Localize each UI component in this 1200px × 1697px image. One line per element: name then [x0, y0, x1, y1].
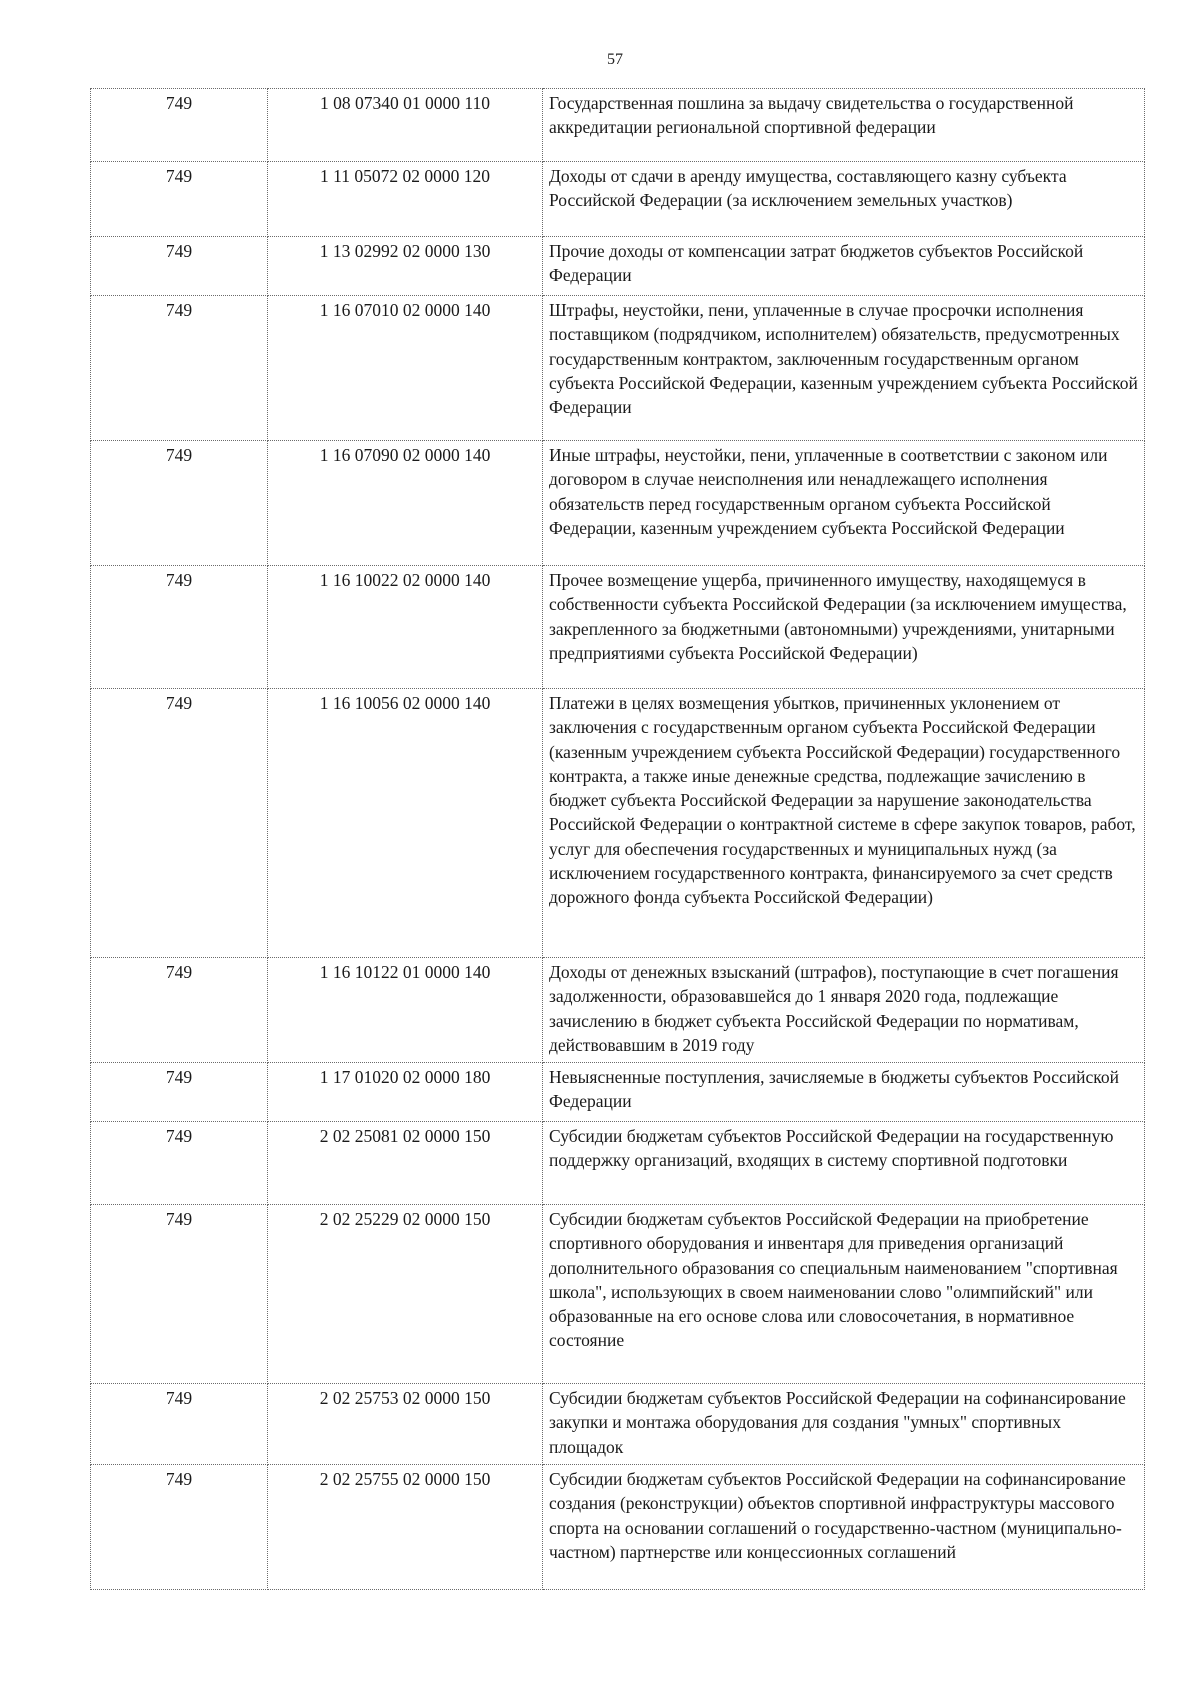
table-row	[91, 1384, 1145, 1465]
admin-code-cell: 749	[91, 1063, 268, 1122]
revenue-name-cell: Прочие доходы от компенсации затрат бюджетов субъектов Российской Федерации	[543, 237, 1145, 296]
revenue-name-cell: Прочее возмещение ущерба, причиненного имуществу, находящемуся в собственности субъекта Российской Федерации (за исключением имущества, закрепленного за бюджетными (автономными) учреждениями, унитарными предприятиями субъекта Российской Федерации)	[543, 566, 1145, 689]
admin-code-cell: 749	[91, 89, 268, 162]
table-row	[91, 566, 1145, 689]
admin-code-cell: 749	[91, 566, 268, 689]
admin-code-cell: 749	[91, 441, 268, 566]
revenue-code-cell: 2 02 25755 02 0000 150	[268, 1465, 543, 1590]
revenue-name-cell: Невыясненные поступления, зачисляемые в бюджеты субъектов Российской Федерации	[543, 1063, 1145, 1122]
table-row	[91, 689, 1145, 958]
revenue-code-cell: 1 17 01020 02 0000 180	[268, 1063, 543, 1122]
revenue-code-cell: 1 16 10056 02 0000 140	[268, 689, 543, 958]
revenue-code-cell: 1 08 07340 01 0000 110	[268, 89, 543, 162]
table-row	[91, 89, 1145, 162]
revenue-name-cell: Иные штрафы, неустойки, пени, уплаченные в соответствии с законом или договором в случае неисполнения или ненадлежащего исполнения обязательств перед государственным органом субъекта Российской Федерации, казенным учреждением субъекта Российской Федерации	[543, 441, 1145, 566]
revenue-code-cell: 1 16 07090 02 0000 140	[268, 441, 543, 566]
table-row	[91, 1465, 1145, 1590]
revenue-name-cell: Штрафы, неустойки, пени, уплаченные в случае просрочки исполнения поставщиком (подрядчиком, исполнителем) обязательств, предусмотренных государственным контрактом, заключенным государственным органом субъекта Российской Федерации, казенным учреждением субъекта Российской Федерации	[543, 296, 1145, 441]
revenue-name-cell: Государственная пошлина за выдачу свидетельства о государственной аккредитации региональной спортивной федерации	[543, 89, 1145, 162]
revenue-code-cell: 1 16 07010 02 0000 140	[268, 296, 543, 441]
revenue-code-cell: 1 16 10022 02 0000 140	[268, 566, 543, 689]
admin-code-cell: 749	[91, 958, 268, 1063]
admin-code-cell: 749	[91, 1205, 268, 1384]
admin-code-cell: 749	[91, 296, 268, 441]
admin-code-cell: 749	[91, 1122, 268, 1205]
revenue-code-cell: 1 16 10122 01 0000 140	[268, 958, 543, 1063]
page-number: 57	[607, 51, 623, 68]
table-row	[91, 296, 1145, 441]
table-row	[91, 441, 1145, 566]
revenue-code-cell: 1 13 02992 02 0000 130	[268, 237, 543, 296]
revenue-code-cell: 2 02 25229 02 0000 150	[268, 1205, 543, 1384]
revenue-name-cell: Платежи в целях возмещения убытков, причиненных уклонением от заключения с государственным органом субъекта Российской Федерации (казенным учреждением субъекта Российской Федерации) государственного контракта, а также иные денежные средства, подлежащие зачислению в бюджет субъекта Российской Федерации за нарушение законодательства Российской Федерации о контрактной системе в сфере закупок товаров, работ, услуг для обеспечения государственных и муниципальных нужд (за исключением государственного контракта, финансируемого за счет средств дорожного фонда субъекта Российской Федерации)	[543, 689, 1145, 958]
revenue-code-cell: 1 11 05072 02 0000 120	[268, 162, 543, 237]
admin-code-cell: 749	[91, 162, 268, 237]
admin-code-cell: 749	[91, 1384, 268, 1465]
revenue-name-cell: Субсидии бюджетам субъектов Российской Федерации на приобретение спортивного оборудования и инвентаря для приведения организаций дополнительного образования со специальным наименованием "спортивная школа", использующих в своем наименовании слово "олимпийский" или образованные на его основе слова или словосочетания, в нормативное состояние	[543, 1205, 1145, 1384]
revenue-code-cell: 2 02 25081 02 0000 150	[268, 1122, 543, 1205]
revenue-name-cell: Субсидии бюджетам субъектов Российской Федерации на государственную поддержку организаций, входящих в систему спортивной подготовки	[543, 1122, 1145, 1205]
table-row	[91, 1063, 1145, 1122]
table-row	[91, 1205, 1145, 1384]
revenue-classification-table	[90, 88, 1145, 1590]
revenue-code-cell: 2 02 25753 02 0000 150	[268, 1384, 543, 1465]
revenue-name-cell: Доходы от денежных взысканий (штрафов), поступающие в счет погашения задолженности, образовавшейся до 1 января 2020 года, подлежащие зачислению в бюджет субъекта Российской Федерации по нормативам, действовавшим в 2019 году	[543, 958, 1145, 1063]
revenue-name-cell: Субсидии бюджетам субъектов Российской Федерации на софинансирование создания (реконструкции) объектов спортивной инфраструктуры массового спорта на основании соглашений о государственно-частном (муниципально-частном) партнерстве или концессионных соглашений	[543, 1465, 1145, 1590]
table-row	[91, 1122, 1145, 1205]
table-row	[91, 237, 1145, 296]
admin-code-cell: 749	[91, 1465, 268, 1590]
admin-code-cell: 749	[91, 689, 268, 958]
table-row	[91, 162, 1145, 237]
revenue-name-cell: Доходы от сдачи в аренду имущества, составляющего казну субъекта Российской Федерации (за исключением земельных участков)	[543, 162, 1145, 237]
admin-code-cell: 749	[91, 237, 268, 296]
table-row	[91, 958, 1145, 1063]
revenue-name-cell: Субсидии бюджетам субъектов Российской Федерации на софинансирование закупки и монтажа оборудования для создания "умных" спортивных площадок	[543, 1384, 1145, 1465]
